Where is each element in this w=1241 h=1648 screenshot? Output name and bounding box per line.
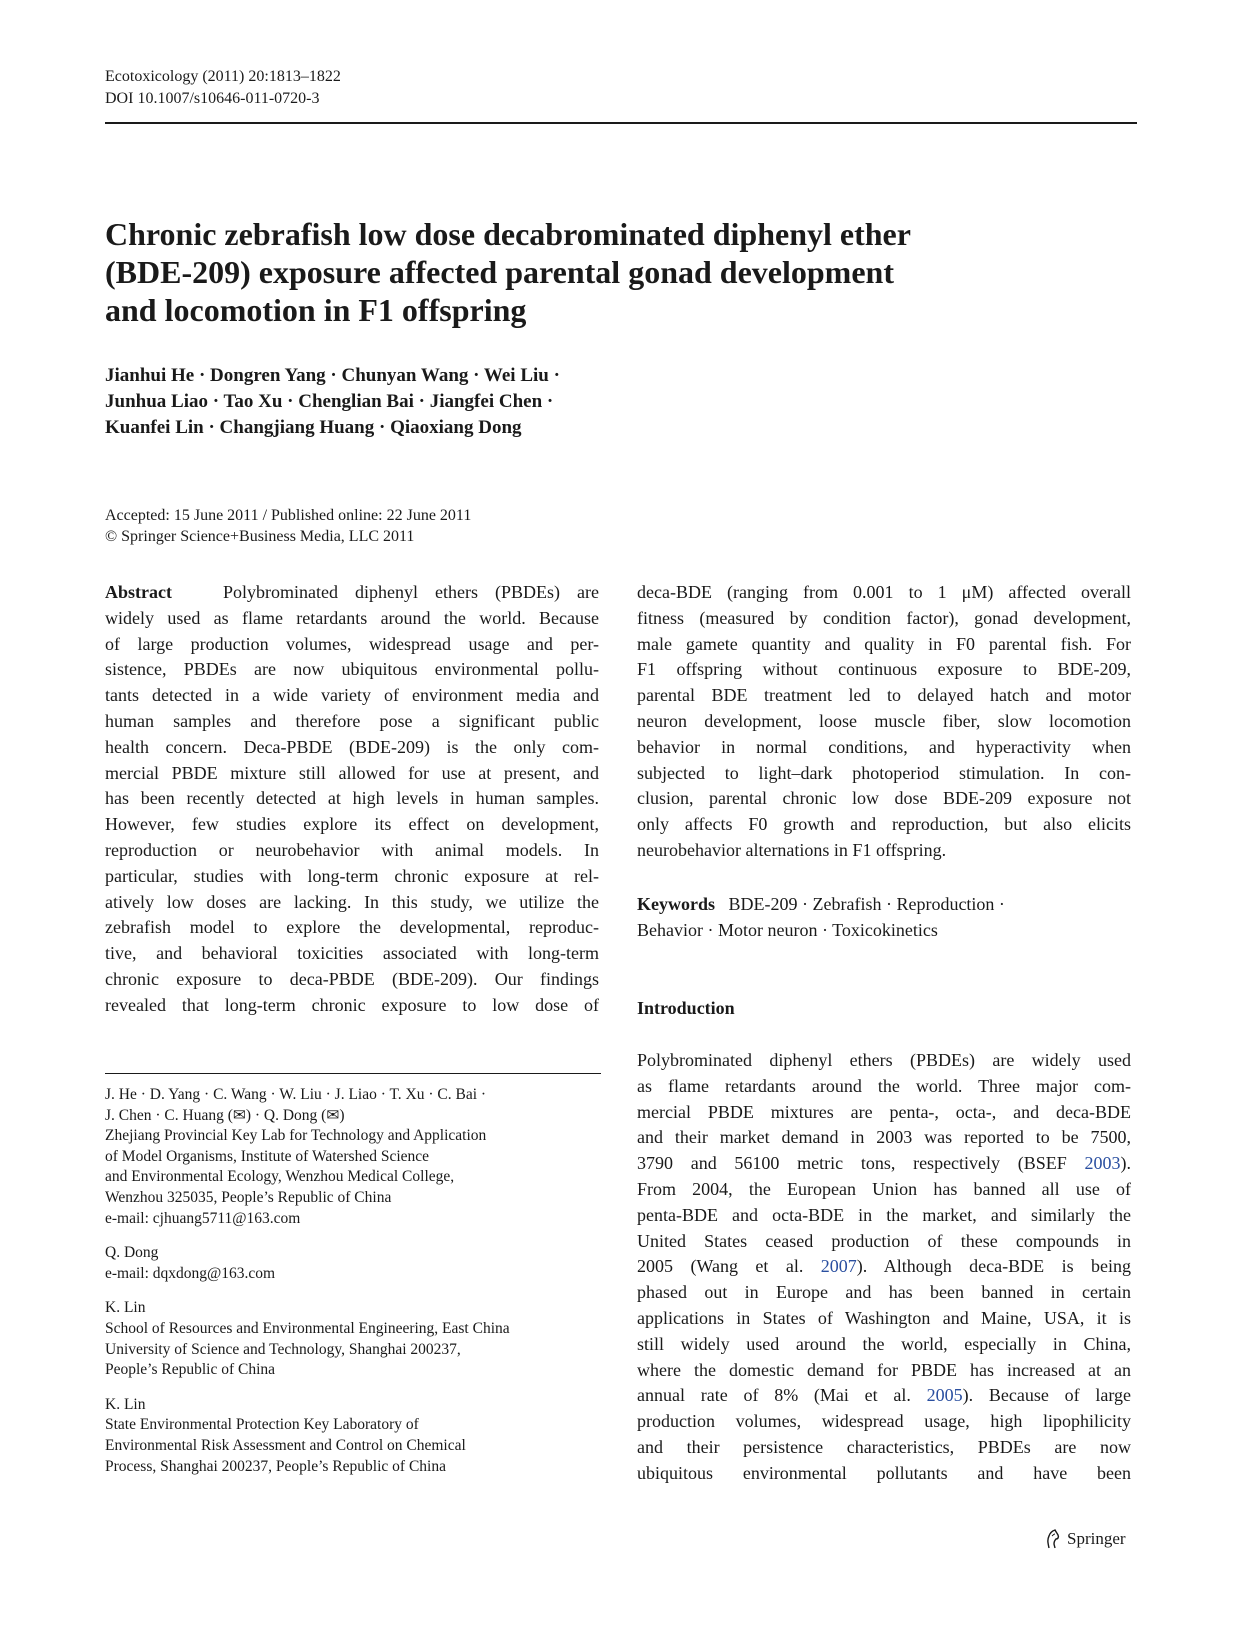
line-text: From 2004, the European Union has banned all use of xyxy=(637,1178,1131,1199)
abstract-line: Polybrominated diphenyl ethers (PBDEs) are xyxy=(223,582,599,602)
journal-header xyxy=(105,66,341,110)
text-line: behavior in normal conditions, and hyperactivity when xyxy=(637,736,1131,757)
line-text: ). Because of large xyxy=(962,1385,1131,1406)
affiliation-line: K. Lin xyxy=(105,1395,146,1413)
affiliation-line: Wenzhou 325035, People’s Republic of China xyxy=(105,1188,392,1206)
line-text: mercial PBDE mixtures are penta-, octa-, and deca-BDE xyxy=(637,1101,1131,1122)
line-text: where the domestic demand for PBDE has increased at an xyxy=(637,1359,1131,1380)
affiliation-line: J. He · D. Yang · C. Wang · W. Liu · J. Liao · T. Xu · C. Bai · xyxy=(105,1086,487,1103)
publication-dates xyxy=(105,505,471,547)
affiliation-line: e-mail: cjhuang5711@163.com xyxy=(105,1209,301,1227)
journal-doi: DOI 10.1007/s10646-011-0720-3 xyxy=(105,90,320,107)
citation-link[interactable]: 2003 xyxy=(1084,1153,1121,1174)
text-line: fitness (measured by condition factor), gonad development, xyxy=(637,607,1131,628)
text-line: of large production volumes, widespread usage and per- xyxy=(105,633,599,654)
abstract-left-column xyxy=(105,580,599,1019)
line-text: United States ceased production of these compounds in xyxy=(637,1230,1131,1251)
introduction-body xyxy=(637,1048,1131,1487)
affiliation-block xyxy=(105,1085,601,1229)
text-line: mercial PBDE mixture still allowed for use at present, and xyxy=(105,762,599,783)
introduction-line xyxy=(637,1435,1131,1461)
affiliations xyxy=(105,1085,601,1491)
affiliation-line: e-mail: dqxdong@163.com xyxy=(105,1264,276,1282)
title-line: Chronic zebrafish low dose decabrominated diphenyl ether xyxy=(105,216,911,252)
introduction-line xyxy=(637,1203,1131,1229)
publisher-footer xyxy=(1043,1528,1126,1550)
affiliation-line: Zhejiang Provincial Key Lab for Technology and Application xyxy=(105,1127,487,1145)
line-text: as flame retardants around the world. Three major com- xyxy=(637,1075,1131,1096)
title-line: and locomotion in F1 offspring xyxy=(105,292,527,328)
text-line: male gamete quantity and quality in F0 parental fish. For xyxy=(637,633,1131,654)
line-text: 3790 and 56100 metric tons, respectively (BSEF xyxy=(637,1153,1085,1174)
line-text: production volumes, widespread usage, high lipophilicity xyxy=(637,1411,1131,1432)
journal-citation: Ecotoxicology (2011) 20:1813–1822 xyxy=(105,68,341,85)
text-line: tive, and behavioral toxicities associated with long-term xyxy=(105,943,599,964)
title-line: (BDE-209) exposure affected parental gonad development xyxy=(105,254,894,290)
affiliation-block xyxy=(105,1243,601,1284)
abstract-left-lines xyxy=(105,606,599,1019)
line-text: ). Although deca-BDE is being xyxy=(856,1256,1131,1277)
line-text: and their market demand in 2003 was reported to be 7500, xyxy=(637,1127,1131,1148)
affiliation-line: Environmental Risk Assessment and Control on Chemical xyxy=(105,1436,466,1454)
text-line: widely used as flame retardants around the world. Because xyxy=(105,607,599,628)
affiliation-line: Process, Shanghai 200237, People’s Republic of China xyxy=(105,1457,446,1475)
line-text: annual rate of 8% (Mai et al. xyxy=(637,1385,927,1406)
abstract-first-line xyxy=(105,580,599,606)
keywords-line: Behavior · Motor neuron · Toxicokinetics xyxy=(637,919,938,940)
introduction-line xyxy=(637,1306,1131,1332)
line-text: 2005 (Wang et al. xyxy=(637,1256,821,1277)
text-line: tants detected in a wide variety of environment media and xyxy=(105,685,599,706)
keywords-line: BDE-209 · Zebrafish · Reproduction · xyxy=(728,894,1005,914)
affiliation-block xyxy=(105,1395,601,1477)
publisher-name: Springer xyxy=(1067,1529,1126,1548)
author-list xyxy=(105,363,745,441)
affiliation-line: J. Chen · C. Huang (✉) · Q. Dong (✉) xyxy=(105,1106,345,1124)
line-text: penta-BDE and octa-BDE in the market, and similarly the xyxy=(637,1204,1131,1225)
paper-title xyxy=(105,215,985,329)
introduction-line xyxy=(637,1383,1131,1409)
affiliation-line: People’s Republic of China xyxy=(105,1361,276,1379)
line-text: applications in States of Washington and Maine, USA, it is xyxy=(637,1307,1131,1328)
text-line: parental BDE treatment led to delayed hatch and motor xyxy=(637,685,1131,706)
affiliation-divider xyxy=(105,1073,601,1074)
citation-link[interactable]: 2005 xyxy=(926,1385,963,1406)
keywords xyxy=(637,892,1131,944)
abstract-right-column xyxy=(637,580,1131,864)
affiliation-line: Q. Dong xyxy=(105,1244,159,1262)
author-line: Junhua Liao · Tao Xu · Chenglian Bai · Jiangfei Chen · xyxy=(105,391,554,412)
affiliation-line: School of Resources and Environmental Engineering, East China xyxy=(105,1319,510,1337)
line-text: and their persistence characteristics, PBDEs are now xyxy=(637,1436,1131,1457)
copyright-notice: © Springer Science+Business Media, LLC 2011 xyxy=(105,528,415,545)
text-line: F1 offspring without continuous exposure to BDE-209, xyxy=(637,659,1131,680)
citation-link[interactable]: 2007 xyxy=(820,1256,857,1277)
affiliation-line: and Environmental Ecology, Wenzhou Medical College, xyxy=(105,1168,455,1186)
affiliation-block xyxy=(105,1298,601,1380)
introduction-heading: Introduction xyxy=(637,998,735,1018)
introduction-line xyxy=(637,1048,1131,1074)
author-line: Kuanfei Lin · Changjiang Huang · Qiaoxiang Dong xyxy=(105,417,522,438)
text-line: deca-BDE (ranging from 0.001 to 1 μM) affected overall xyxy=(637,582,1131,602)
text-line: revealed that long-term chronic exposure to low dose of xyxy=(105,994,599,1015)
introduction-line xyxy=(637,1254,1131,1280)
text-line: neurobehavior alternations in F1 offspring. xyxy=(637,839,947,860)
introduction-line xyxy=(637,1125,1131,1151)
line-text: still widely used around the world, especially in China, xyxy=(637,1333,1131,1354)
introduction-line xyxy=(637,1074,1131,1100)
author-line: Jianhui He · Dongren Yang · Chunyan Wang · Wei Liu · xyxy=(105,365,560,386)
text-line: However, few studies explore its effect on development, xyxy=(105,814,599,835)
line-text: ). xyxy=(1120,1153,1131,1174)
affiliation-line: University of Science and Technology, Shanghai 200237, xyxy=(105,1340,461,1358)
text-line: zebrafish model to explore the developmental, reproduc- xyxy=(105,917,599,938)
header-divider xyxy=(105,122,1137,124)
text-line: only affects F0 growth and reproduction, but also elicits xyxy=(637,814,1131,835)
introduction-line xyxy=(637,1177,1131,1203)
accepted-date: Accepted: 15 June 2011 / Published online: 22 June 2011 xyxy=(105,507,472,524)
text-line: reproduction or neurobehavior with animal models. In xyxy=(105,839,599,860)
affiliation-line: of Model Organisms, Institute of Watershed Science xyxy=(105,1147,430,1165)
introduction-line xyxy=(637,1280,1131,1306)
abstract-label: Abstract xyxy=(105,582,172,602)
line-text: Polybrominated diphenyl ethers (PBDEs) are widely used xyxy=(637,1050,1131,1070)
text-line: chronic exposure to deca-PBDE (BDE-209). Our findings xyxy=(105,968,599,989)
text-line: sistence, PBDEs are now ubiquitous environmental pollu- xyxy=(105,659,599,680)
introduction-line xyxy=(637,1100,1131,1126)
affiliation-line: K. Lin xyxy=(105,1299,146,1317)
introduction-line xyxy=(637,1229,1131,1255)
introduction-line xyxy=(637,1332,1131,1358)
text-line: atively low doses are lacking. In this study, we utilize the xyxy=(105,891,599,912)
text-line: has been recently detected at high levels in human samples. xyxy=(105,788,599,809)
text-line: health concern. Deca-PBDE (BDE-209) is the only com- xyxy=(105,736,599,757)
springer-horse-icon xyxy=(1043,1528,1063,1550)
line-text: phased out in Europe and has been banned in certain xyxy=(637,1282,1131,1303)
affiliation-line: State Environmental Protection Key Laboratory of xyxy=(105,1416,419,1434)
text-line: subjected to light–dark photoperiod stimulation. In con- xyxy=(637,762,1131,783)
introduction-line xyxy=(637,1409,1131,1435)
line-text: ubiquitous environmental pollutants and have been xyxy=(637,1462,1131,1483)
introduction-line xyxy=(637,1461,1131,1487)
introduction-line xyxy=(637,1151,1131,1177)
text-line: human samples and therefore pose a significant public xyxy=(105,710,599,731)
text-line: neuron development, loose muscle fiber, slow locomotion xyxy=(637,710,1131,731)
keywords-label: Keywords xyxy=(637,894,715,914)
introduction-line xyxy=(637,1358,1131,1384)
text-line: clusion, parental chronic low dose BDE-209 exposure not xyxy=(637,788,1131,809)
text-line: particular, studies with long-term chronic exposure at rel- xyxy=(105,865,599,886)
